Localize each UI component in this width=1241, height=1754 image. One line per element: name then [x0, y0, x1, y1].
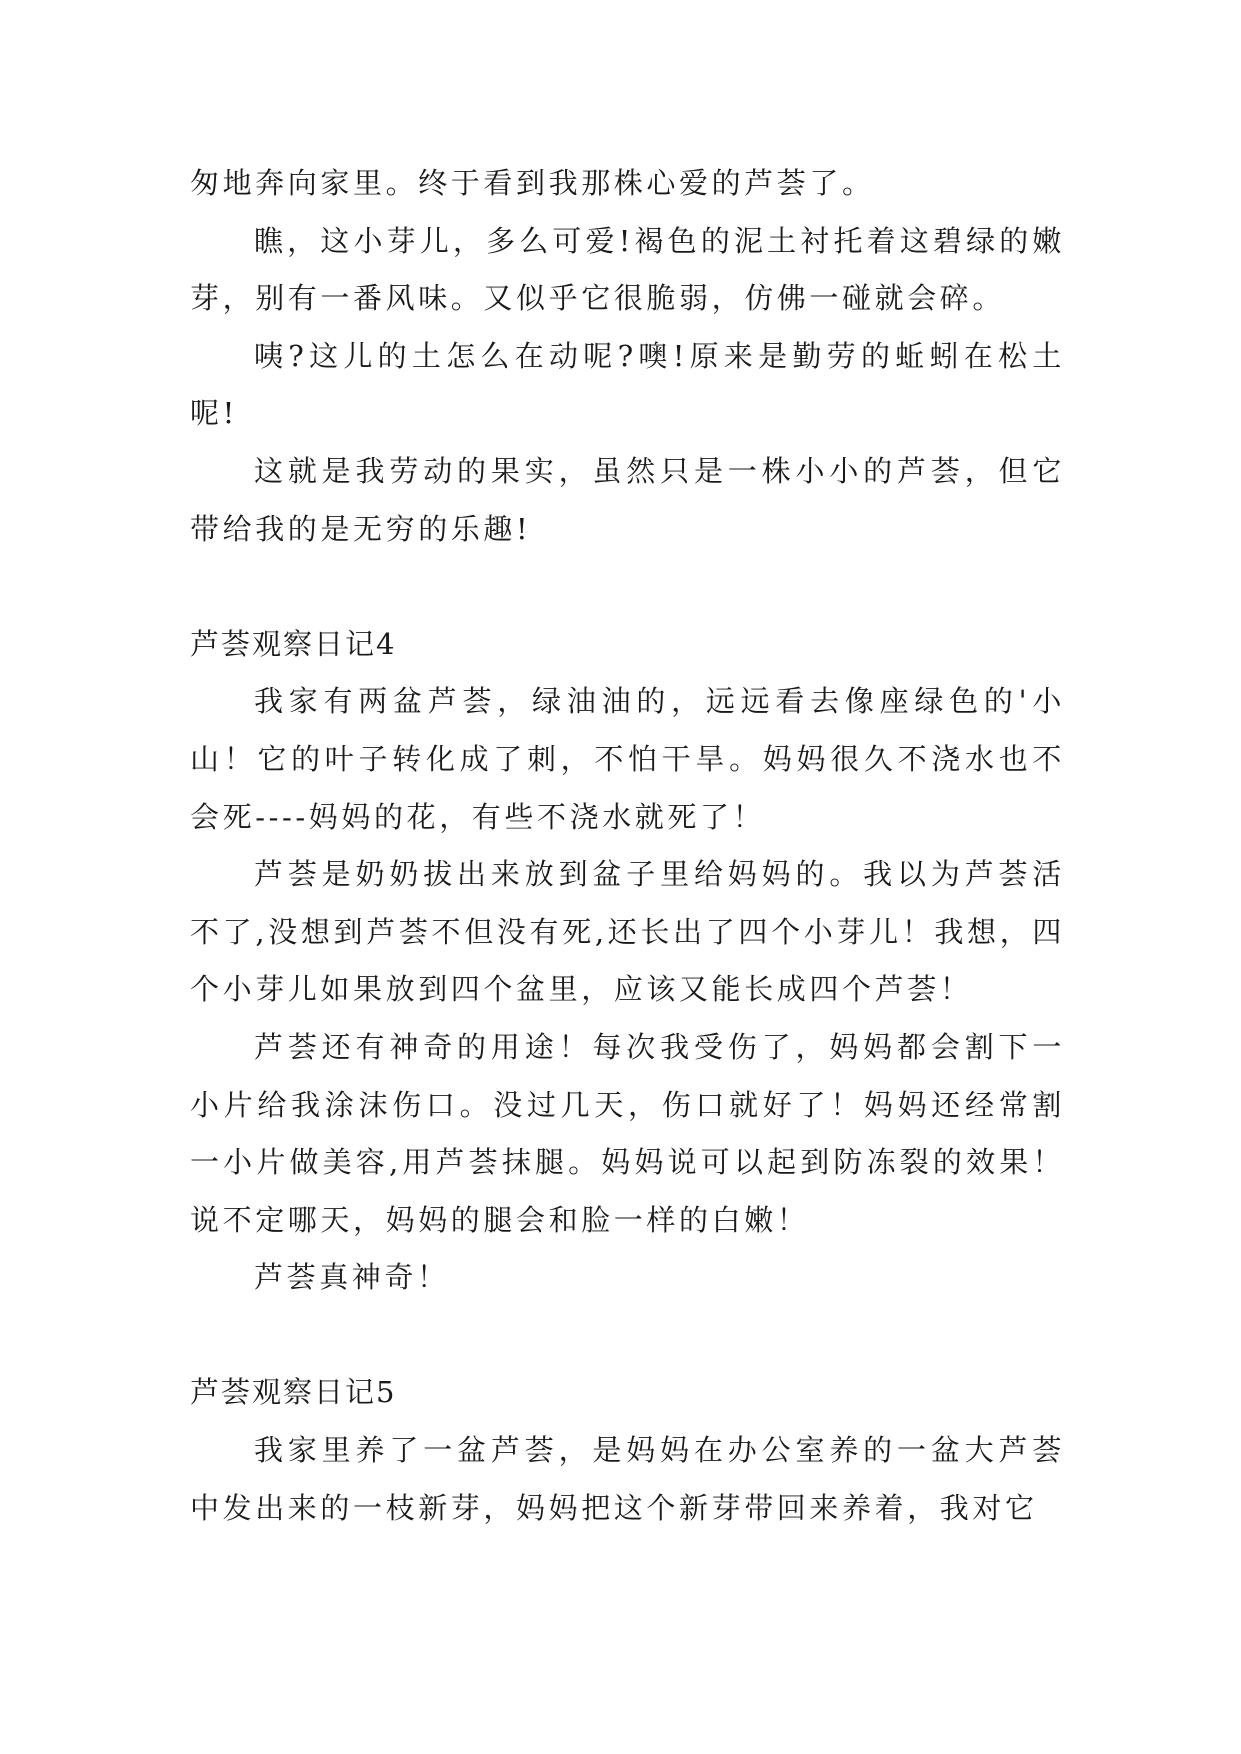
paragraph: 芦荟是奶奶拔出来放到盆子里给妈妈的。我以为芦荟活不了,没想到芦荟不但没有死,还长出了四个小芽儿！我想，四个小芽儿如果放到四个盆里，应该又能长成四个芦荟！ — [190, 857, 1065, 1007]
paragraph: 匆地奔向家里。终于看到我那株心爱的芦荟了。 — [190, 166, 875, 200]
paragraph: 咦?这儿的土怎么在动呢?噢!原来是勤劳的蚯蚓在松土呢! — [190, 338, 1065, 431]
paragraph: 瞧，这小芽儿，多么可爱!褐色的泥土衬托着这碧绿的嫩芽，别有一番风味。又似乎它很脆弱，仿佛一碰就会碎。 — [190, 223, 1065, 316]
paragraph: 这就是我劳动的果实，虽然只是一株小小的芦荟，但它带给我的是无穷的乐趣! — [190, 453, 1065, 546]
section-heading: 芦荟观察日记5 — [190, 1375, 397, 1410]
section-gap — [190, 558, 1065, 616]
paragraph: 芦荟还有神奇的用途！每次我受伤了，妈妈都会割下一小片给我涂沫伤口。没过几天，伤口就好了！妈妈还经常割一小片做美容,用芦荟抹腿。妈妈说可以起到防冻裂的效果！说不定哪天，妈妈的腿会和脸一样的白嫩！ — [190, 1029, 1065, 1237]
document-body — [190, 155, 1065, 1537]
paragraph: 芦荟真神奇！ — [254, 1260, 450, 1295]
paragraph: 我家有两盆芦荟，绿油油的，远远看去像座绿色的'小山！它的叶子转化成了刺，不怕干旱。妈妈很久不浇水也不会死----妈妈的花，有些不浇水就死了！ — [190, 684, 1065, 834]
paragraph: 我家里养了一盆芦荟，是妈妈在办公室养的一盆大芦荟中发出来的一枝新芽，妈妈把这个新芽带回来养着，我对它 — [190, 1433, 1065, 1525]
section-gap — [190, 1307, 1065, 1365]
section-heading: 芦荟观察日记4 — [190, 626, 397, 661]
